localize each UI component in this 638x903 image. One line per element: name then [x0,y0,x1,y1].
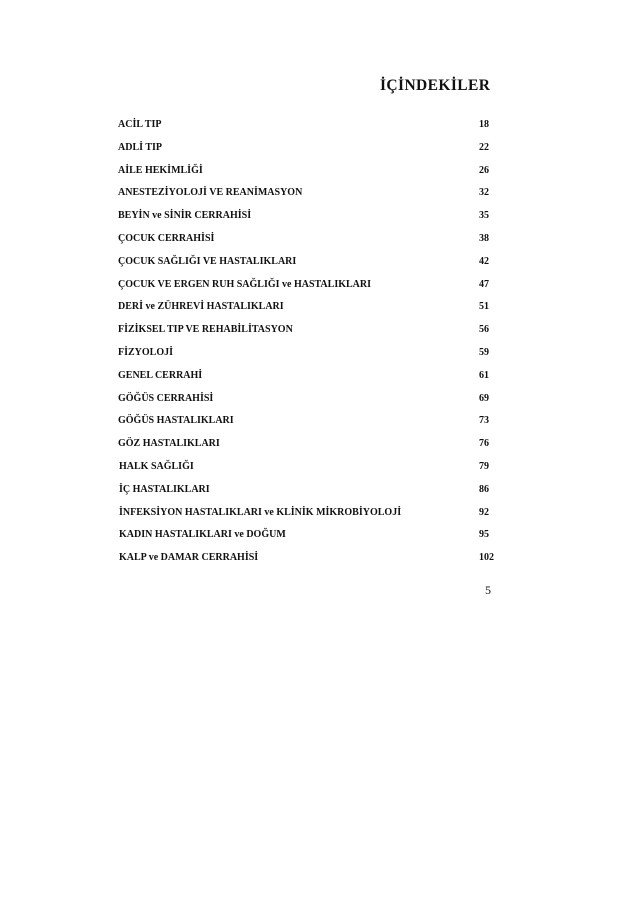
toc-entry-label: İÇ HASTALIKLARI [119,483,210,495]
toc-entry-label: KALP ve DAMAR CERRAHİSİ [119,552,259,564]
toc-entry-page: 35 [479,210,489,222]
toc-entry-page: 79 [479,460,489,472]
toc-entry-label: İNFEKSİYON HASTALIKLARI ve KLİNİK MİKROBİYOLOJİ [119,506,402,518]
toc-entry-label: GENEL CERRAHİ [118,369,203,381]
toc-entry-page: 32 [479,187,489,199]
toc-entry-page: 102 [479,552,494,564]
toc-entry-page: 56 [479,324,489,336]
toc-entry-label: ÇOCUK SAĞLIĞI VE HASTALIKLARI [118,255,297,267]
toc-entry-label: ACİL TIP [118,119,162,130]
toc-entry [118,119,498,142]
toc-entry [118,415,498,438]
toc-entry-label: KADIN HASTALIKLARI ve DOĞUM [119,529,286,541]
toc-entry-label: BEYİN ve SİNİR CERRAHİSİ [118,210,252,222]
toc-entry-page: 47 [479,278,489,290]
toc-entry-page: 38 [479,232,489,244]
toc-entry-page: 69 [479,392,489,404]
toc-entry-label: FİZYOLOJİ [118,346,174,358]
toc-entry-page: 51 [479,301,489,313]
toc-entry-page: 42 [479,255,489,267]
toc-entry [118,484,498,507]
toc-entry [118,529,498,552]
toc-entry-page: 18 [479,119,489,130]
toc-entry [118,210,498,233]
toc-entry [118,461,498,484]
toc-entry-page: 76 [479,438,489,450]
toc-entry-label: GÖĞÜS CERRAHİSİ [118,392,214,404]
toc-entry-label: GÖZ HASTALIKLARI [118,438,220,450]
toc-entry [118,438,498,461]
toc-entry-page: 59 [479,346,489,358]
toc-entry [118,347,498,370]
toc-entry-label: ADLİ TIP [118,141,162,153]
toc-entry-label: DERİ ve ZÜHREVİ HASTALIKLARI [118,301,284,313]
toc-entry-page: 92 [479,506,489,518]
table-of-contents [118,119,498,575]
toc-entry [118,370,498,393]
toc-entry-page: 61 [479,369,489,381]
toc-entry-page: 86 [479,483,489,495]
toc-entry-label: AİLE HEKİMLİĞİ [118,164,203,176]
toc-entry [118,507,498,530]
toc-entry [118,233,498,256]
toc-entry-label: ANESTEZİYOLOJİ VE REANİMASYON [118,187,303,199]
toc-entry [118,393,498,416]
toc-entry [118,301,498,324]
toc-entry-page: 26 [479,164,489,176]
toc-entry [118,165,498,188]
toc-entry-page: 95 [479,529,489,541]
toc-entry-label: ÇOCUK VE ERGEN RUH SAĞLIĞI ve HASTALIKLARI [118,278,372,290]
toc-entry-page: 73 [479,415,489,427]
toc-entry [118,552,498,575]
page-title: İÇİNDEKİLER [380,77,491,94]
toc-entry [118,142,498,165]
toc-entry [118,187,498,210]
page-number: 5 [485,583,491,597]
toc-entry [118,324,498,347]
toc-entry-label: HALK SAĞLIĞI [119,460,194,472]
toc-entry-label: GÖĞÜS HASTALIKLARI [118,415,234,427]
toc-entry-page: 22 [479,141,489,153]
toc-entry-label: FİZİKSEL TIP VE REHABİLİTASYON [118,324,293,336]
toc-entry [118,279,498,302]
toc-entry-label: ÇOCUK CERRAHİSİ [118,232,215,244]
toc-entry [118,256,498,279]
